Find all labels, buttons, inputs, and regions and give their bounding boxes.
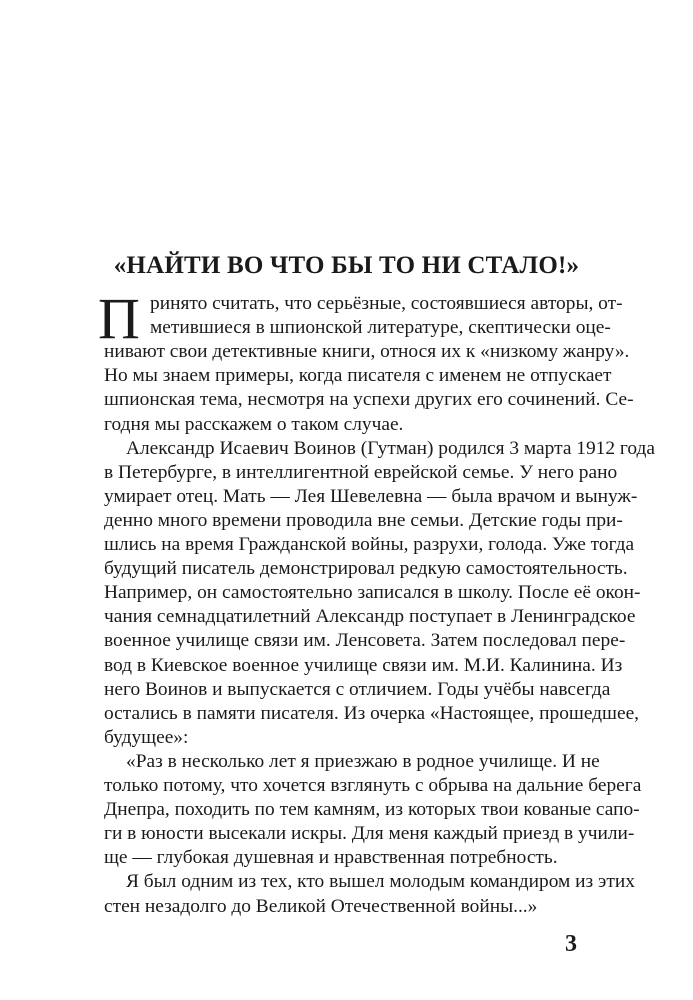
text-line: шпионская тема, несмотря на успехи других его сочинений. Се-	[104, 389, 634, 411]
text-line: него Воинов и выпускается с отличием. Годы учёбы навсегда	[104, 678, 611, 700]
text-line: шлись на время Гражданской войны, разрухи, голода. Уже тогда	[104, 534, 635, 555]
text-line: в Петербурге, в интеллигентной еврейской семье. У него рано	[104, 461, 618, 483]
text-line: Например, он самостоятельно записался в школу. После её окон-	[104, 582, 641, 604]
text-line: ринято считать, что серьёзные, состоявшиеся авторы, от-	[150, 293, 623, 314]
text-line: Но мы знаем примеры, когда писателя с именем не отпускает	[104, 365, 612, 387]
text-line: будущий писатель демонстрировал редкую самостоятельность.	[104, 558, 628, 580]
chapter-heading: «НАЙТИ ВО ЧТО БЫ ТО НИ СТАЛО!»	[113, 252, 580, 279]
text-line: военное училище связи им. Ленсовета. Затем последовал пере-	[104, 630, 626, 652]
quote-line: Днепра, походить по тем камням, из которых твои кованые сапо-	[104, 799, 640, 821]
text-line: денно много времени проводила вне семьи. Детские годы при-	[104, 509, 623, 531]
quote-line: «Раз в несколько лет я приезжаю в родное училище. И не	[126, 750, 600, 772]
drop-cap: П	[98, 286, 140, 351]
quote-line: стен незадолго до Великой Отечественной войны...»	[104, 895, 538, 917]
text-line: вод в Киевское военное училище связи им. М.И. Калинина. Из	[104, 654, 623, 676]
page-number: 3	[565, 931, 577, 957]
text-line: умирает отец. Мать — Лея Шевелевна — была врачом и вынуж-	[104, 485, 638, 507]
quote-line: ги в юности высекали искры. Для меня каждый приезд в учили-	[104, 823, 635, 845]
text-line: нивают свои детективные книги, относя их к «низкому жанру».	[104, 341, 630, 363]
text-line: остались в памяти писателя. Из очерка «Настоящее, прошедшее,	[104, 702, 640, 724]
quote-line: только потому, что хочется взглянуть с обрыва на дальние берега	[104, 775, 642, 796]
text-line: метившиеся в шпионской литературе, скептически оце-	[150, 317, 611, 339]
text-line: чания семнадцатилетний Александр поступает в Ленинградское	[104, 606, 636, 628]
text-line: будущее»:	[104, 726, 189, 748]
text-line: годня мы расскажем о таком случае.	[104, 413, 404, 435]
quote-line: Я был одним из тех, кто вышел молодым командиром из этих	[126, 871, 635, 893]
quote-line: ще — глубокая душевная и нравственная потребность.	[104, 847, 558, 869]
text-line: Александр Исаевич Воинов (Гутман) родился 3 марта 1912 года	[126, 437, 655, 459]
